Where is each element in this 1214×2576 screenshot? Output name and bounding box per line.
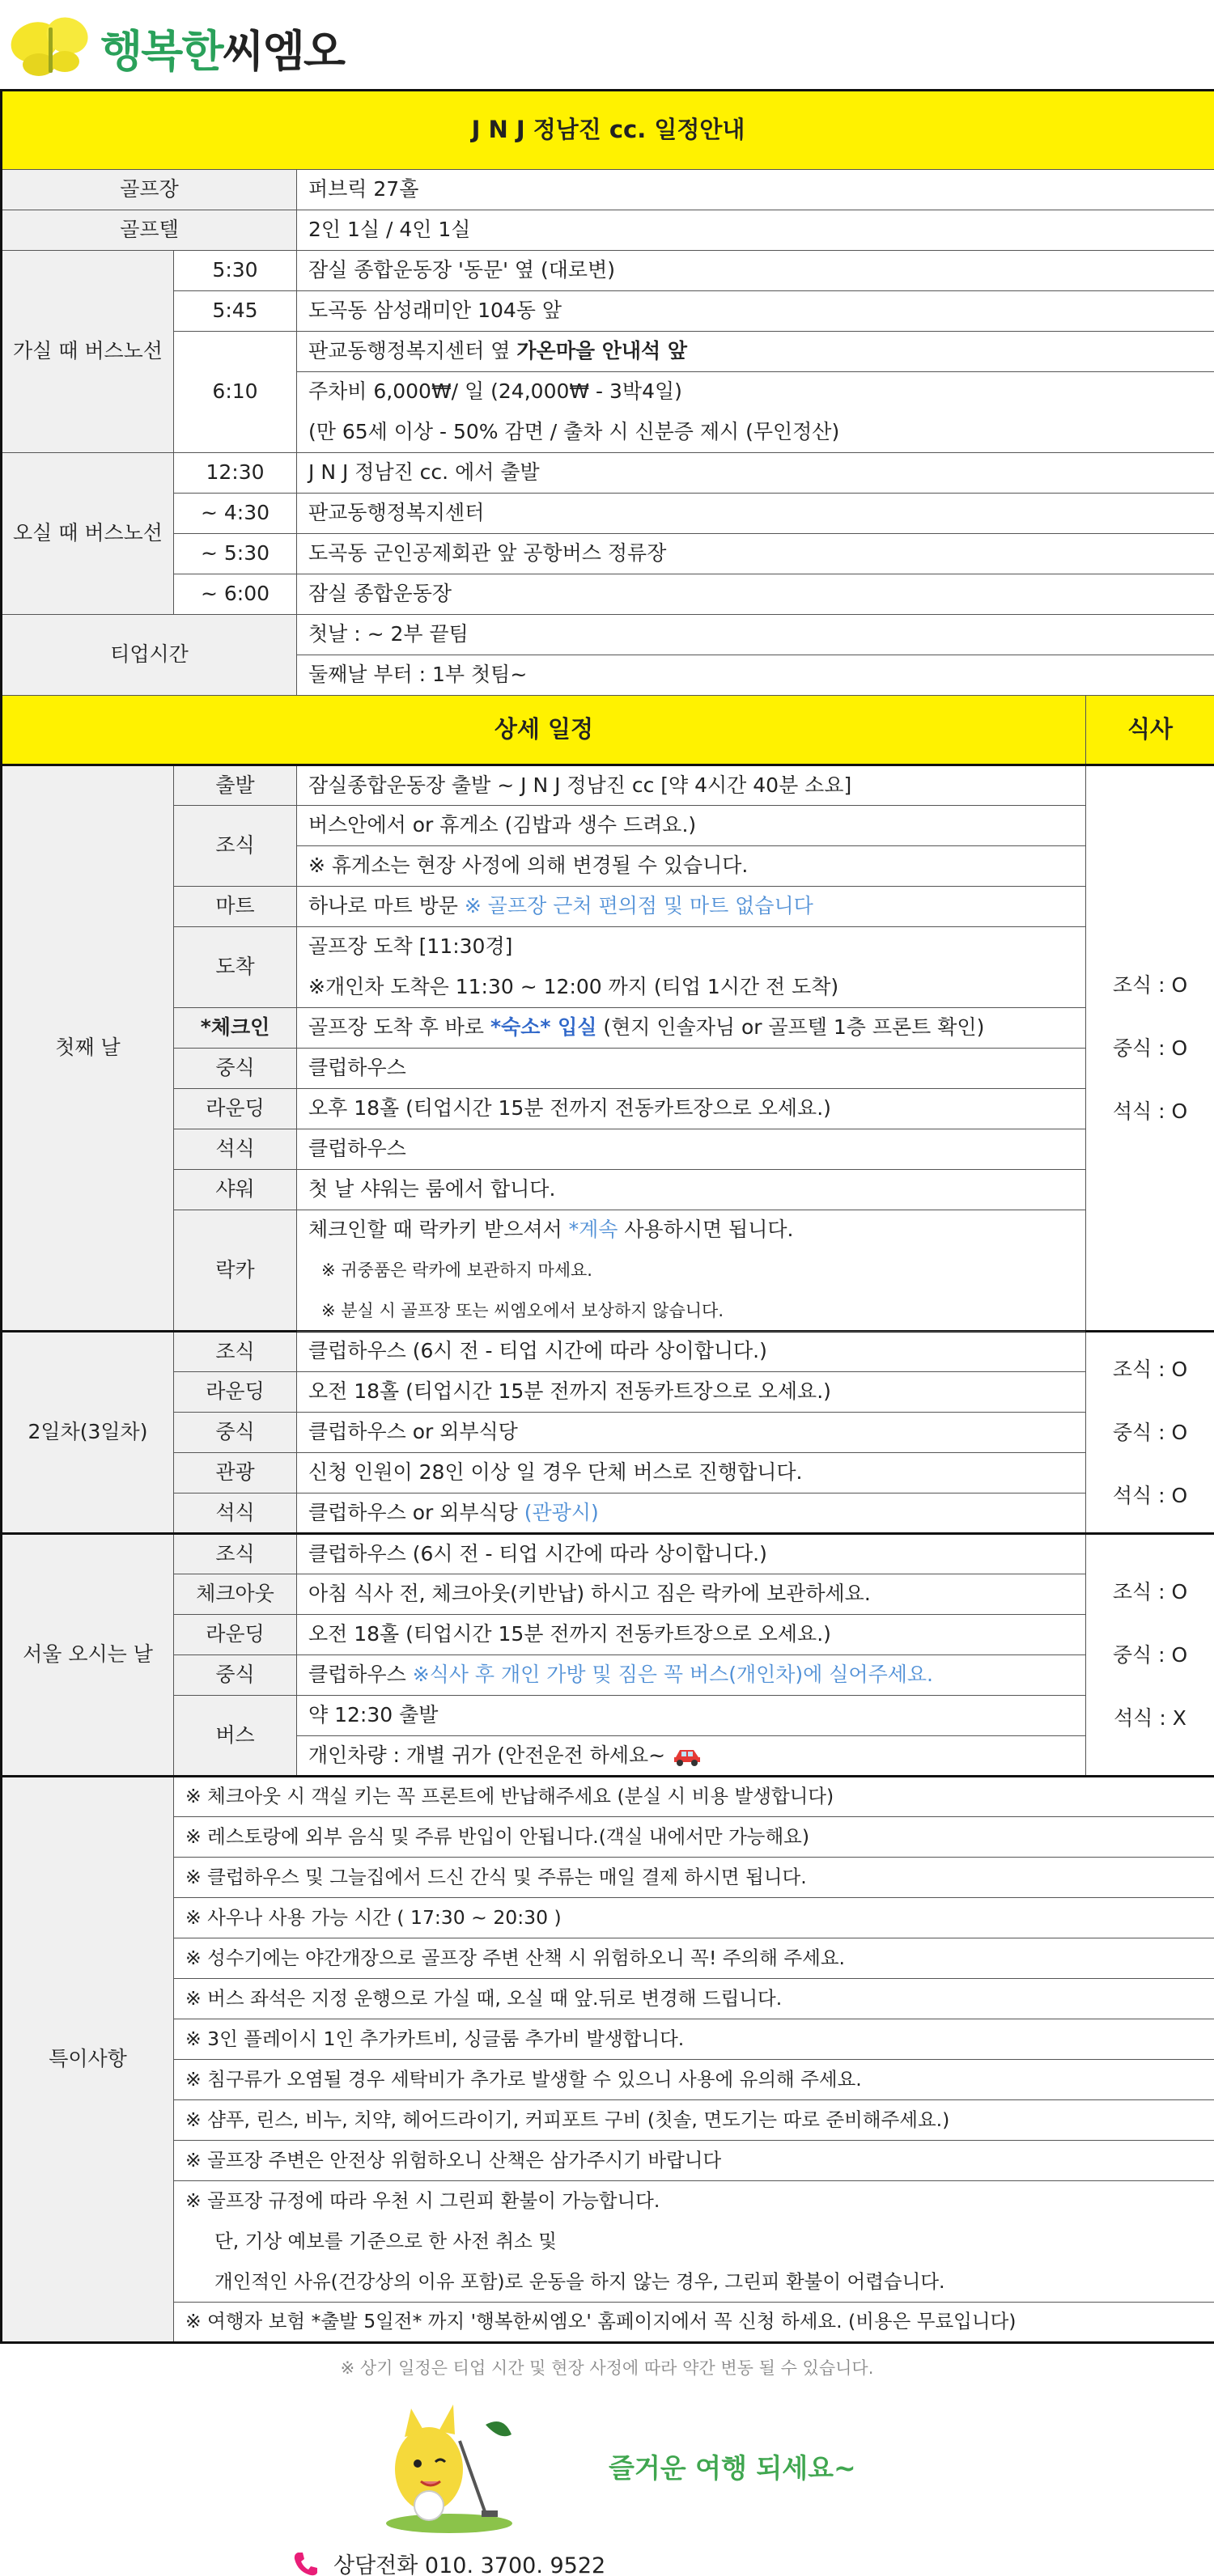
row-text: 개인차량 : 개별 귀가 (안전운전 하세요~ — [297, 1736, 1086, 1777]
day2-row — [2, 1332, 1214, 1372]
bus-back-row — [2, 494, 1214, 534]
bus-go-row — [2, 332, 1214, 372]
bus-back-time: ~ 5:30 — [174, 534, 297, 574]
tel-value: 2인 1실 / 4인 1실 — [297, 210, 1214, 251]
meal-lunch: 중식 : O — [1112, 1642, 1188, 1667]
row-label: 석식 — [174, 1493, 297, 1534]
note-item: ※ 레스토랑에 외부 음식 및 주류 반입이 안됩니다.(객실 내에서만 가능해요) — [174, 1817, 1214, 1858]
bus-back-text: J N J 정남진 cc. 에서 출발 — [297, 453, 1214, 494]
parking-fee: 주차비 6,000₩/ 일 (24,000₩ - 3박4일) — [297, 372, 1214, 413]
row-text: ※개인차 도착은 11:30 ~ 12:00 까지 (티업 1시간 전 도착) — [297, 968, 1086, 1008]
notes-row — [2, 1898, 1214, 1938]
meal-breakfast: 조식 : O — [1112, 1357, 1188, 1381]
bus-go-time: 6:10 — [174, 332, 297, 453]
golf-label: 골프장 — [2, 170, 297, 210]
row-text: 하나로 마트 방문 ※ 골프장 근처 편의점 및 마트 없습니다 — [297, 887, 1086, 927]
logo — [6, 11, 344, 84]
bus-go-label: 가실 때 버스노선 — [2, 251, 174, 453]
row-label: 라운딩 — [174, 1089, 297, 1129]
day3-row — [2, 1696, 1214, 1736]
row-text: ※ 분실 시 골프장 또는 씨엠오에서 보상하지 않습니다. — [297, 1291, 1086, 1332]
row-label: 조식 — [174, 1332, 297, 1372]
row-text: 신청 인원이 28인 이상 일 경우 단체 버스로 진행합니다. — [297, 1453, 1086, 1493]
golf-row — [2, 170, 1214, 210]
notes-row — [2, 2222, 1214, 2262]
note-refund: ※ 골프장 규정에 따라 우천 시 그린피 환불이 가능합니다. — [174, 2181, 1214, 2222]
bus-go-time: 5:30 — [174, 251, 297, 291]
golf-mascot-icon — [364, 2392, 534, 2538]
bus-go-text: 도곡동 삼성래미안 104동 앞 — [297, 291, 1214, 332]
day3-row — [2, 1534, 1214, 1574]
note-item: ※ 사우나 사용 가능 시간 ( 17:30 ~ 20:30 ) — [174, 1898, 1214, 1938]
row-label: 석식 — [174, 1129, 297, 1170]
day3-label: 서울 오시는 날 — [2, 1534, 174, 1777]
title-row — [2, 91, 1214, 170]
meal-header: 식사 — [1086, 696, 1214, 765]
note-refund: 단, 기상 예보를 기준으로 한 사전 취소 및 — [174, 2222, 1214, 2262]
day1-row — [2, 927, 1214, 968]
meal-dinner: 석식 : O — [1112, 1483, 1188, 1507]
note-item: ※ 3인 플레이시 1인 추가카트비, 싱글룸 추가비 발생합니다. — [174, 2019, 1214, 2060]
note-item: ※ 체크아웃 시 객실 키는 꼭 프론트에 반납해주세요 (분실 시 비용 발생합니다) — [174, 1777, 1214, 1817]
meal-lunch: 중식 : O — [1112, 1420, 1188, 1444]
page-title: J N J 정남진 cc. 일정안내 — [2, 91, 1214, 170]
meal-breakfast: 조식 : O — [1112, 972, 1188, 997]
day1-row — [2, 806, 1214, 846]
note-item: ※ 클럽하우스 및 그늘집에서 드신 간식 및 주류는 매일 결제 하시면 됩니다. — [174, 1858, 1214, 1898]
teeup-text: 둘째날 부터 : 1부 첫팀~ — [297, 655, 1214, 696]
schedule-table — [0, 89, 1214, 2344]
footnote: ※ 상기 일정은 티업 시간 및 현장 사정에 따라 약간 변동 될 수 있습니다. — [340, 2358, 874, 2378]
row-text: 클럽하우스 (6시 전 - 티업 시간에 따라 상이합니다.) — [297, 1534, 1086, 1574]
row-label: 라운딩 — [174, 1615, 297, 1655]
footer — [0, 2344, 1214, 2576]
row-text: 체크인할 때 락카키 받으셔서 *계속 사용하시면 됩니다. — [297, 1210, 1086, 1251]
detail-header-row — [2, 696, 1214, 765]
enjoy-message: 즐거운 여행 되세요~ — [609, 2452, 856, 2484]
notes-row — [2, 1858, 1214, 1898]
row-text: 클럽하우스 — [297, 1049, 1086, 1089]
note-refund: 개인적인 사유(건강상의 이유 포함)로 운동을 하지 않는 경우, 그린피 환불이 어렵습니다. — [174, 2262, 1214, 2303]
day2-label: 2일차(3일차) — [2, 1332, 174, 1534]
row-label: 중식 — [174, 1655, 297, 1696]
notes-row — [2, 2303, 1214, 2343]
bus-back-time: 12:30 — [174, 453, 297, 494]
day1-label: 첫째 날 — [2, 765, 174, 1332]
notes-row — [2, 1817, 1214, 1858]
bus-back-text: 잠실 종합운동장 — [297, 574, 1214, 615]
row-label: 라운딩 — [174, 1372, 297, 1413]
row-label: 락카 — [174, 1210, 297, 1332]
meal-breakfast: 조식 : O — [1112, 1579, 1188, 1604]
row-label: 조식 — [174, 1534, 297, 1574]
notes-row — [2, 1938, 1214, 1979]
bus-back-label: 오실 때 버스노선 — [2, 453, 174, 615]
row-text: 약 12:30 출발 — [297, 1696, 1086, 1736]
day2-row — [2, 1413, 1214, 1453]
row-label: 중식 — [174, 1413, 297, 1453]
row-label: 관광 — [174, 1453, 297, 1493]
note-item: ※ 침구류가 오염될 경우 세탁비가 추가로 발생할 수 있으니 사용에 유의해 주세요. — [174, 2060, 1214, 2100]
notes-row — [2, 1979, 1214, 2019]
tel-row — [2, 210, 1214, 251]
day3-meals — [1086, 1534, 1214, 1777]
tel-label: 골프텔 — [2, 210, 297, 251]
day1-row — [2, 1170, 1214, 1210]
phone-contact[interactable] — [291, 2548, 605, 2576]
bus-go-text: 판교동행정복지센터 옆 가온마을 안내석 앞 — [297, 332, 1214, 372]
day2-row — [2, 1453, 1214, 1493]
notes-row — [2, 2181, 1214, 2222]
row-text: 오전 18홀 (티업시간 15분 전까지 전동카트장으로 오세요.) — [297, 1615, 1086, 1655]
row-text: 클럽하우스 ※식사 후 개인 가방 및 짐은 꼭 버스(개인차)에 실어주세요. — [297, 1655, 1086, 1696]
note-item: ※ 골프장 주변은 안전상 위험하오니 산책은 삼가주시기 바랍니다 — [174, 2141, 1214, 2181]
notes-row — [2, 2262, 1214, 2303]
row-label: 샤워 — [174, 1170, 297, 1210]
day3-row — [2, 1655, 1214, 1696]
row-label: 조식 — [174, 806, 297, 887]
row-label: 중식 — [174, 1049, 297, 1089]
row-text: 골프장 도착 후 바로 *숙소* 입실 (현지 인솔자님 or 골프텔 1층 프론트 확인) — [297, 1008, 1086, 1049]
day2-row — [2, 1493, 1214, 1534]
day1-row — [2, 1129, 1214, 1170]
row-text: 클럽하우스 or 외부식당 — [297, 1413, 1086, 1453]
bus-back-row — [2, 453, 1214, 494]
bus-back-text: 판교동행정복지센터 — [297, 494, 1214, 534]
bus-go-text: 잠실 종합운동장 '동문' 옆 (대로변) — [297, 251, 1214, 291]
day1-row — [2, 1210, 1214, 1251]
day2-meals — [1086, 1332, 1214, 1534]
day3-row — [2, 1615, 1214, 1655]
notes-label: 특이사항 — [2, 1777, 174, 2343]
row-label: 체크아웃 — [174, 1574, 297, 1615]
row-text: 잠실종합운동장 출발 ~ J N J 정남진 cc [약 4시간 40분 소요] — [297, 765, 1086, 806]
row-text: 아침 식사 전, 체크아웃(키반납) 하시고 짐은 락카에 보관하세요. — [297, 1574, 1086, 1615]
row-label: 출발 — [174, 765, 297, 806]
bus-back-time: ~ 4:30 — [174, 494, 297, 534]
row-text: ※ 귀중품은 락카에 보관하지 마세요. — [297, 1251, 1086, 1291]
row-text: 클럽하우스 (6시 전 - 티업 시간에 따라 상이합니다.) — [297, 1332, 1086, 1372]
day1-row — [2, 1049, 1214, 1089]
row-text: 첫 날 샤워는 룸에서 합니다. — [297, 1170, 1086, 1210]
note-item: ※ 샴푸, 린스, 비누, 치약, 헤어드라이기, 커피포트 구비 (칫솔, 면도기는 따로 준비해주세요.) — [174, 2100, 1214, 2141]
row-text: 오전 18홀 (티업시간 15분 전까지 전동카트장으로 오세요.) — [297, 1372, 1086, 1413]
day3-row — [2, 1574, 1214, 1615]
row-text: ※ 휴게소는 현장 사정에 의해 변경될 수 있습니다. — [297, 846, 1086, 887]
meal-dinner: 석식 : X — [1114, 1705, 1186, 1730]
note-insurance: ※ 여행자 보험 *출발 5일전* 까지 '행복한씨엠오' 홈페이지에서 꼭 신청 하세요. (비용은 무료입니다) — [174, 2303, 1214, 2343]
detail-title: 상세 일정 — [2, 696, 1086, 765]
row-text: 클럽하우스 or 외부식당 (관광시) — [297, 1493, 1086, 1534]
car-icon — [672, 1746, 703, 1767]
bus-go-row — [2, 251, 1214, 291]
phone-number: 상담전화 010. 3700. 9522 — [333, 2553, 606, 2576]
bus-back-text: 도곡동 군인공제회관 앞 공항버스 정류장 — [297, 534, 1214, 574]
meal-dinner: 석식 : O — [1112, 1099, 1188, 1123]
day2-row — [2, 1372, 1214, 1413]
note-item: ※ 성수기에는 야간개장으로 골프장 주변 산책 시 위험하오니 꼭! 주의해 주세요. — [174, 1938, 1214, 1979]
bus-back-row — [2, 574, 1214, 615]
teeup-row — [2, 615, 1214, 655]
notes-row — [2, 2019, 1214, 2060]
notes-row — [2, 2141, 1214, 2181]
teeup-text: 첫날 : ~ 2부 끝팀 — [297, 615, 1214, 655]
row-label: *체크인 — [174, 1008, 297, 1049]
bus-back-row — [2, 534, 1214, 574]
row-text: 버스안에서 or 휴게소 (김밥과 생수 드려요.) — [297, 806, 1086, 846]
row-label: 도착 — [174, 927, 297, 1008]
row-text: 골프장 도착 [11:30경] — [297, 927, 1086, 968]
row-text: 클럽하우스 — [297, 1129, 1086, 1170]
bus-go-time: 5:45 — [174, 291, 297, 332]
bus-back-time: ~ 6:00 — [174, 574, 297, 615]
phone-icon — [291, 2549, 320, 2576]
teeup-label: 티업시간 — [2, 615, 297, 696]
butterfly-icon — [6, 11, 96, 84]
notes-row — [2, 2100, 1214, 2141]
note-item: ※ 버스 좌석은 지정 운행으로 가실 때, 오실 때 앞.뒤로 변경해 드립니다. — [174, 1979, 1214, 2019]
row-label: 버스 — [174, 1696, 297, 1777]
bus-go-row — [2, 291, 1214, 332]
notes-row — [2, 2060, 1214, 2100]
header — [0, 0, 1214, 89]
day1-row — [2, 887, 1214, 927]
parking-discount: (만 65세 이상 - 50% 감면 / 출차 시 신분증 제시 (무인정산) — [297, 413, 1214, 453]
meal-lunch: 중식 : O — [1112, 1036, 1188, 1060]
golf-value: 퍼브릭 27홀 — [297, 170, 1214, 210]
row-text: 오후 18홀 (티업시간 15분 전까지 전동카트장으로 오세요.) — [297, 1089, 1086, 1129]
notes-row — [2, 1777, 1214, 1817]
day1-meals — [1086, 765, 1214, 1332]
logo-text: 행복한씨엠오 — [100, 25, 344, 77]
row-label: 마트 — [174, 887, 297, 927]
day1-row — [2, 1008, 1214, 1049]
day1-row — [2, 1089, 1214, 1129]
day1-row — [2, 765, 1214, 806]
